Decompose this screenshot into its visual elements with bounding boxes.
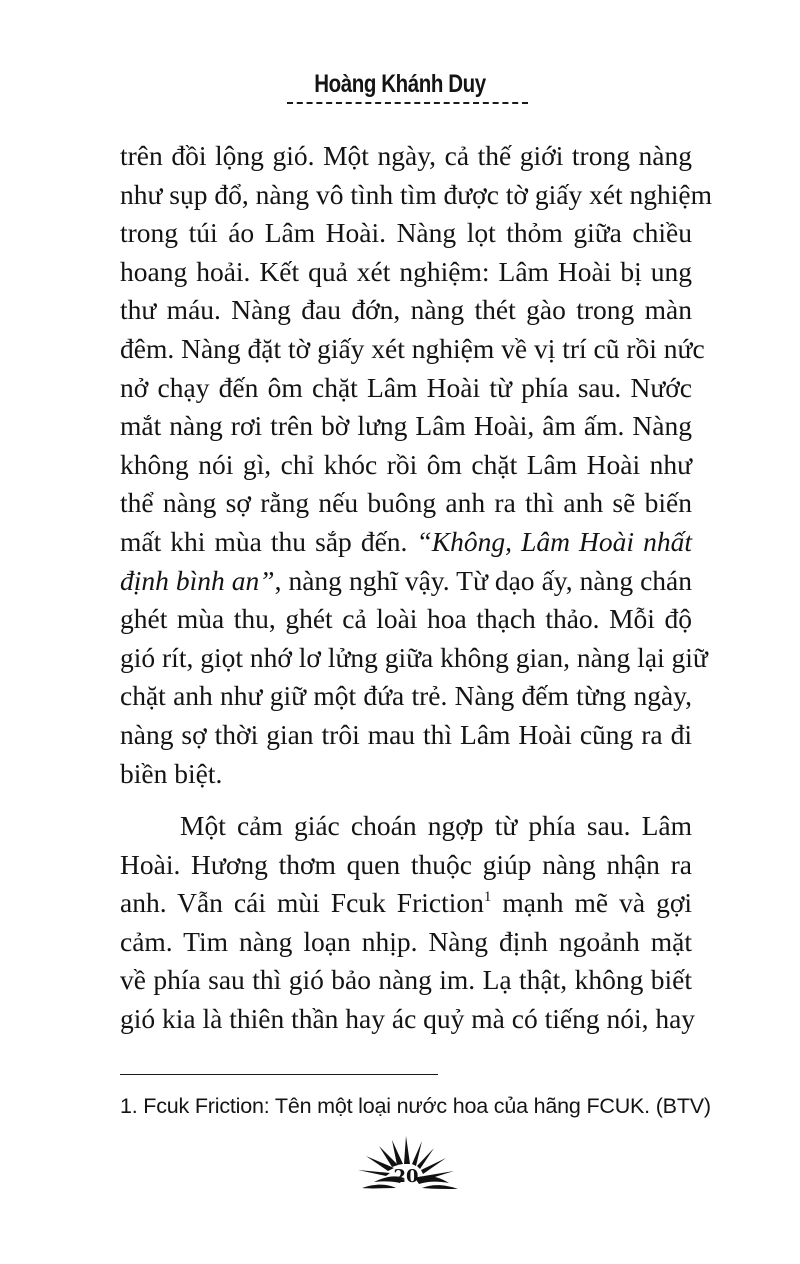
text-line: Hoài. Hương thơm quen thuộc giúp nàng nhận ra (120, 848, 692, 880)
paragraph-2 (120, 807, 696, 1039)
text-line: trên đồi lộng gió. Một ngày, cả thế giới trong nàng (120, 140, 692, 171)
text-line: về phía sau thì gió bảo nàng im. Lạ thật, không biết (120, 964, 692, 996)
footnote-rule (120, 1074, 438, 1075)
header-dashed-rule (287, 102, 528, 104)
text-line: gió kia là thiên thần hay ác quỷ mà có tiếng nói, hay (120, 1003, 696, 1035)
paragraph-1 (120, 137, 713, 793)
running-header-author: Hoàng Khánh Duy (314, 70, 486, 98)
text-line: Một cảm giác choán ngợp từ phía sau. Lâm (180, 810, 692, 842)
italic-quote: “Không, Lâm Hoài nhất (416, 525, 692, 557)
text-line (120, 523, 692, 562)
italic-quote: định bình an” (120, 564, 275, 596)
page-number: 20 (393, 1166, 419, 1187)
text-span: mất khi mùa thu sắp đến. (120, 525, 417, 557)
text-line: thể nàng sợ rằng nếu buông anh ra thì anh sẽ biến (120, 487, 692, 519)
text-line: cảm. Tim nàng loạn nhịp. Nàng định ngoảnh mặt (120, 925, 692, 957)
text-line: không nói gì, chỉ khóc rồi ôm chặt Lâm Hoài như (120, 448, 692, 480)
text-line: gió rít, giọt nhớ lơ lửng giữa không gian, nàng lại giữ (120, 641, 708, 673)
footnote: 1. Fcuk Friction: Tên một loại nước hoa của hãng FCUK. (BTV) (120, 1094, 711, 1118)
text-line: trong túi áo Lâm Hoài. Nàng lọt thỏm giữa chiều (120, 217, 692, 249)
text-line: nàng sợ thời gian trôi mau thì Lâm Hoài cũng ra đi (120, 718, 692, 750)
text-line (120, 562, 692, 601)
text-line: ghét mùa thu, ghét cả loài hoa thạch thảo. Mỗi độ (120, 603, 692, 635)
footnote-marker: 1 (483, 889, 492, 906)
text-line (120, 884, 692, 923)
text-span: anh. Vẫn cái mùi Fcuk Friction (120, 887, 484, 919)
text-line: chặt anh như giữ một đứa trẻ. Nàng đếm từng ngày, (120, 680, 692, 712)
body-text (120, 137, 713, 1039)
text-span: mạnh mẽ và gợi (491, 887, 692, 919)
text-span: , nàng nghĩ vậy. Từ dạo ấy, nàng chán (274, 564, 692, 596)
text-line: biền biệt. (120, 757, 223, 789)
text-line: hoang hoải. Kết quả xét nghiệm: Lâm Hoài bị ung (120, 255, 692, 287)
text-line: thư máu. Nàng đau đớn, nàng thét gào trong màn (120, 294, 692, 326)
text-line: như sụp đổ, nàng vô tình tìm được tờ giấy xét nghiệm (120, 178, 713, 210)
text-line: đêm. Nàng đặt tờ giấy xét nghiệm về vị trí cũ rồi nức (120, 332, 705, 364)
text-line: mắt nàng rơi trên bờ lưng Lâm Hoài, âm ấm. Nàng (120, 410, 692, 442)
text-line: nở chạy đến ôm chặt Lâm Hoài từ phía sau. Nước (120, 371, 692, 403)
